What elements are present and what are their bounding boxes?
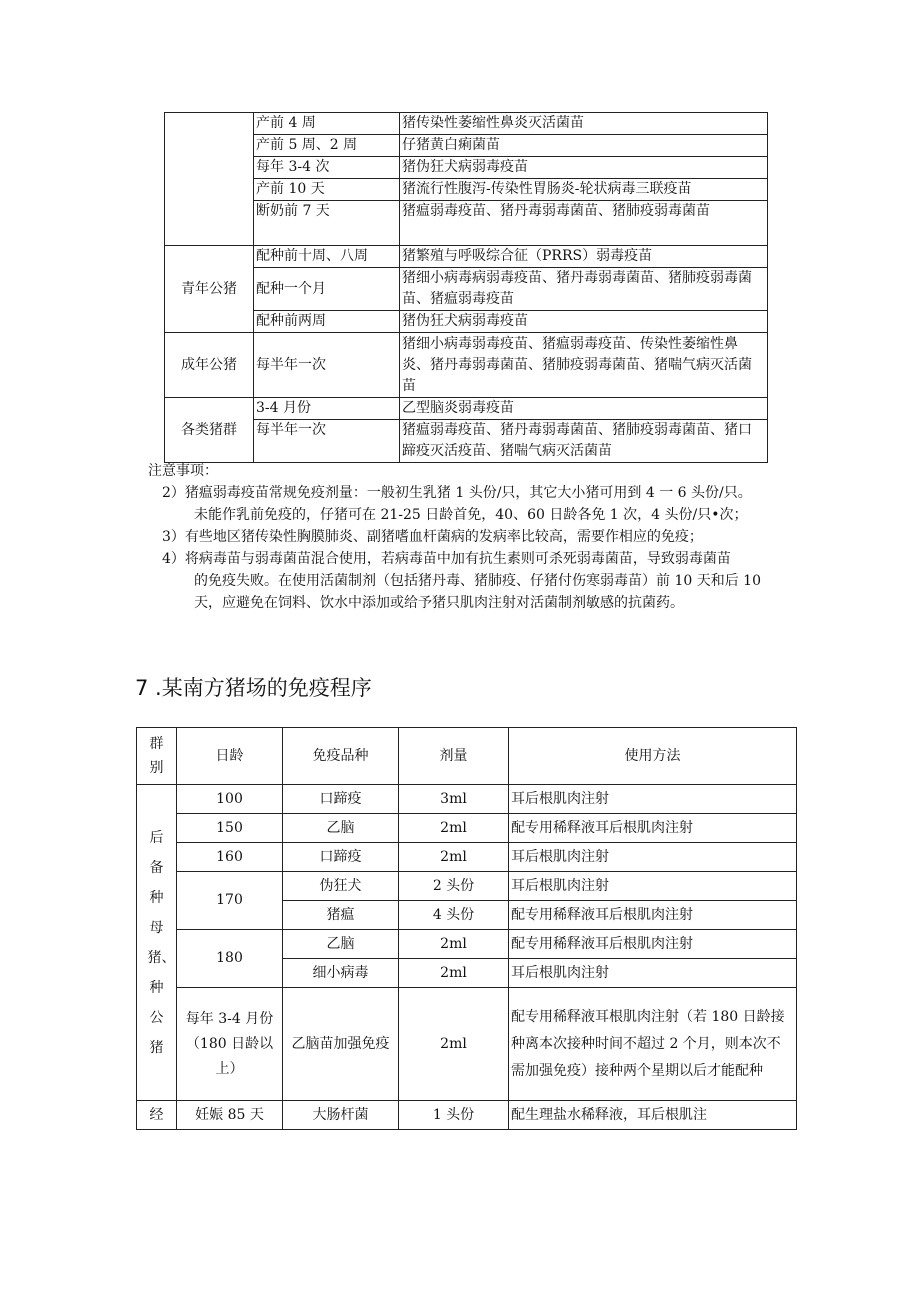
method-cell: 配专用稀释液耳后根肌肉注射	[509, 814, 797, 843]
age-cell: 妊娠 85 天	[177, 1101, 283, 1130]
dose-cell: 2ml	[399, 988, 509, 1101]
vaccine-cell: 猪繁殖与呼吸综合征（PRRS）弱毒疫苗	[400, 246, 768, 268]
dose-cell: 2ml	[399, 959, 509, 988]
age-cell: 100	[177, 785, 283, 814]
table-row	[165, 268, 768, 311]
table-row	[165, 246, 768, 268]
note-4-continued: 的免疫失败。在使用活菌制剂（包括猪丹毒、猪肺疫、仔猪付伤寒弱毒苗）前 10 天和后 10	[194, 573, 761, 589]
header-group: 群别	[137, 728, 177, 785]
vaccine-cell: 乙脑	[283, 930, 399, 959]
time-cell: 配种前两周	[254, 311, 400, 333]
vaccine-cell: 乙脑	[283, 814, 399, 843]
header-age: 日龄	[177, 728, 283, 785]
age-cell: 170	[177, 872, 283, 930]
table-row	[165, 420, 768, 463]
table-row	[165, 135, 768, 157]
table-row	[137, 843, 797, 872]
note-4-continued: 天，应避免在饲料、饮水中添加或给予猪只肌肉注射对活菌制剂敏感的抗菌药。	[194, 595, 684, 611]
vaccine-cell: 仔猪黄白痢菌苗	[400, 135, 768, 157]
table-row	[137, 930, 797, 959]
table-row	[165, 157, 768, 179]
method-cell: 耳后根肌肉注射	[509, 785, 797, 814]
time-cell: 产前 4 周	[254, 113, 400, 135]
age-cell: 150	[177, 814, 283, 843]
header-method: 使用方法	[509, 728, 797, 785]
table-row	[137, 785, 797, 814]
vaccine-cell: 口蹄疫	[283, 785, 399, 814]
header-vaccine: 免疫品种	[283, 728, 399, 785]
table-row	[165, 333, 768, 398]
time-cell: 产前 5 周、2 周	[254, 135, 400, 157]
group-cell	[165, 113, 254, 246]
table-row	[165, 398, 768, 420]
vaccine-cell: 猪伪狂犬病弱毒疫苗	[400, 311, 768, 333]
time-cell: 配种一个月	[254, 268, 400, 311]
vaccine-cell: 猪瘟弱毒疫苗、猪丹毒弱毒菌苗、猪肺疫弱毒菌苗	[400, 201, 768, 246]
section-title: 7 .某南方猪场的免疫程序	[135, 676, 372, 700]
vaccine-cell: 猪流行性腹泻-传染性胃肠炎-轮状病毒三联疫苗	[400, 179, 768, 201]
table-row	[165, 311, 768, 333]
dose-cell: 3ml	[399, 785, 509, 814]
vaccine-cell: 猪细小病毒病弱毒疫苗、猪丹毒弱毒菌苗、猪肺疫弱毒菌苗、猪瘟弱毒疫苗	[400, 268, 768, 311]
vaccine-cell: 猪伪狂犬病弱毒疫苗	[400, 157, 768, 179]
time-cell: 断奶前 7 天	[254, 201, 400, 246]
table-row	[165, 201, 768, 246]
vaccine-cell: 猪细小病毒弱毒疫苗、猪瘟弱毒疫苗、传染性萎缩性鼻炎、猪丹毒弱毒菌苗、猪肺疫弱毒菌苗、猪喘气病灭活菌苗	[400, 333, 768, 398]
time-cell: 每年 3-4 次	[254, 157, 400, 179]
group-cell: 各类猪群	[165, 398, 254, 463]
vaccine-cell: 乙型脑炎弱毒疫苗	[400, 398, 768, 420]
age-cell: 每年 3-4 月份（180 日龄以上）	[177, 988, 283, 1101]
table-row	[137, 988, 797, 1101]
table-row	[137, 1101, 797, 1130]
note-3: 3）有些地区猪传染性胸膜肺炎、副猪嗜血杆菌病的发病率比较高，需要作相应的免疫；	[162, 529, 703, 545]
vaccine-cell: 大肠杆菌	[283, 1101, 399, 1130]
time-cell: 产前 10 天	[254, 179, 400, 201]
time-cell: 3-4 月份	[254, 398, 400, 420]
table-row	[165, 179, 768, 201]
notes-heading: 注意事项：	[148, 463, 218, 479]
vaccine-cell: 口蹄疫	[283, 843, 399, 872]
vaccine-cell: 细小病毒	[283, 959, 399, 988]
immunization-program-table	[136, 727, 797, 1130]
group-cell: 后备种母猪、种公猪	[137, 785, 177, 1101]
dose-cell: 4 头份	[399, 901, 509, 930]
method-cell: 配专用稀释液耳根肌肉注射（若 180 日龄接种离本次接种时间不超过 2 个月，则本次不需加强免疫）接种两个星期以后才能配种	[509, 988, 797, 1101]
group-cell: 青年公猪	[165, 246, 254, 333]
method-cell: 配生理盐水稀释液，耳后根肌注	[509, 1101, 797, 1130]
sow-vaccination-table	[164, 112, 768, 463]
vaccine-cell: 伪狂犬	[283, 872, 399, 901]
time-cell: 每半年一次	[254, 333, 400, 398]
group-cell: 经	[137, 1101, 177, 1130]
group-cell: 成年公猪	[165, 333, 254, 398]
table-header-row	[137, 728, 797, 785]
notes-section	[148, 460, 828, 614]
dose-cell: 2ml	[399, 930, 509, 959]
table-row	[137, 814, 797, 843]
method-cell: 配专用稀释液耳后根肌肉注射	[509, 930, 797, 959]
table-row	[165, 113, 768, 135]
time-cell: 配种前十周、八周	[254, 246, 400, 268]
method-cell: 配专用稀释液耳后根肌肉注射	[509, 901, 797, 930]
dose-cell: 1 头份	[399, 1101, 509, 1130]
method-cell: 耳后根肌肉注射	[509, 843, 797, 872]
dose-cell: 2ml	[399, 814, 509, 843]
dose-cell: 2ml	[399, 843, 509, 872]
age-cell: 160	[177, 843, 283, 872]
method-cell: 耳后根肌肉注射	[509, 872, 797, 901]
method-cell: 耳后根肌肉注射	[509, 959, 797, 988]
header-dose: 剂量	[399, 728, 509, 785]
time-cell: 每半年一次	[254, 420, 400, 463]
note-4: 4）将病毒苗与弱毒菌苗混合使用，若病毒苗中加有抗生素则可杀死弱毒菌苗，导致弱毒菌苗	[162, 551, 731, 567]
table-row	[137, 872, 797, 901]
dose-cell: 2 头份	[399, 872, 509, 901]
vaccine-cell: 猪传染性萎缩性鼻炎灭活菌苗	[400, 113, 768, 135]
vaccine-cell: 猪瘟弱毒疫苗、猪丹毒弱毒菌苗、猪肺疫弱毒菌苗、猪口蹄疫灭活疫苗、猪喘气病灭活菌苗	[400, 420, 768, 463]
age-cell: 180	[177, 930, 283, 988]
vaccine-cell: 乙脑苗加强免疫	[283, 988, 399, 1101]
note-2: 2）猪瘟弱毒疫苗常规免疫剂量：一般初生乳猪 1 头份/只，其它大小猪可用到 4 一 6 头份/只。	[162, 485, 752, 501]
vaccine-cell: 猪瘟	[283, 901, 399, 930]
note-2-continued: 未能作乳前免疫的，仔猪可在 21-25 日龄首免，40、60 日龄各免 1 次，4 头份/只•次；	[194, 507, 748, 523]
